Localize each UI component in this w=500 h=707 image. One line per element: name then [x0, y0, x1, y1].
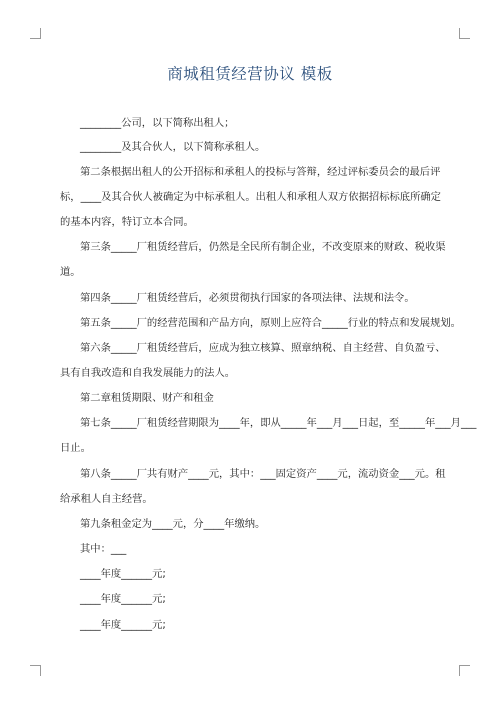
paragraph-line: 标，____及其合伙人被确定为中标承租人。出租人和承租人双方依据招标标底所确定 — [60, 191, 441, 203]
paragraph-line: ________及其合伙人，以下简称承租人。 — [80, 141, 266, 153]
paragraph-line: 第八条_____厂共有财产____元，其中：___固定资产____元，流动资金___元。租 — [80, 468, 446, 480]
paragraph-line: 第七条_____厂租赁经营期限为____年，即从_____年___月___日起，至_____年___月___ — [80, 417, 477, 429]
paragraph-line: 给承租人自主经营。 — [60, 493, 153, 505]
corner-mark-top-right — [459, 28, 470, 39]
paragraph-line: 具有自我改造和自我发展能力的法人。 — [60, 367, 236, 379]
paragraph-line: 第三条_____厂租赁经营后，仍然是全民所有制企业，不改变原来的财政、税收渠 — [80, 241, 446, 253]
paragraph-line: 第二条根据出租人的公开招标和承租人的投标与答辩，经过评标委员会的最后评 — [80, 166, 441, 178]
rent-schedule-line: ____年度______元; — [80, 619, 166, 631]
paragraph-line: 其中：___ — [80, 543, 127, 555]
paragraph-line: 第五条_____厂的经营范围和产品方向，原则上应符合_____行业的特点和发展规划。 — [80, 317, 461, 329]
paragraph-line: 的基本内容，特订立本合同。 — [60, 216, 194, 228]
rent-schedule-line: ____年度______元; — [80, 568, 166, 580]
paragraph-line: 日止。 — [60, 442, 91, 454]
corner-mark-bottom-left — [30, 665, 41, 676]
corner-mark-top-left — [30, 28, 41, 39]
paragraph-line: 第六条_____厂租赁经营后，应成为独立核算、照章纳税、自主经营、自负盈亏、 — [80, 342, 446, 354]
paragraph-line: 第九条租金定为____元，分____年缴纳。 — [80, 518, 266, 530]
chapter-heading: 第二章租赁期限、财产和租金 — [80, 392, 214, 404]
document-title: 商城租赁经营协议 模板 — [167, 65, 333, 83]
paragraph-line: 道。 — [60, 266, 81, 278]
corner-mark-bottom-right — [459, 665, 470, 676]
paragraph-line: ________公司，以下简称出租人； — [80, 117, 235, 129]
rent-schedule-line: ____年度______元; — [80, 593, 166, 605]
paragraph-line: 第四条_____厂租赁经营后，必须贯彻执行国家的各项法律、法规和法令。 — [80, 292, 415, 304]
